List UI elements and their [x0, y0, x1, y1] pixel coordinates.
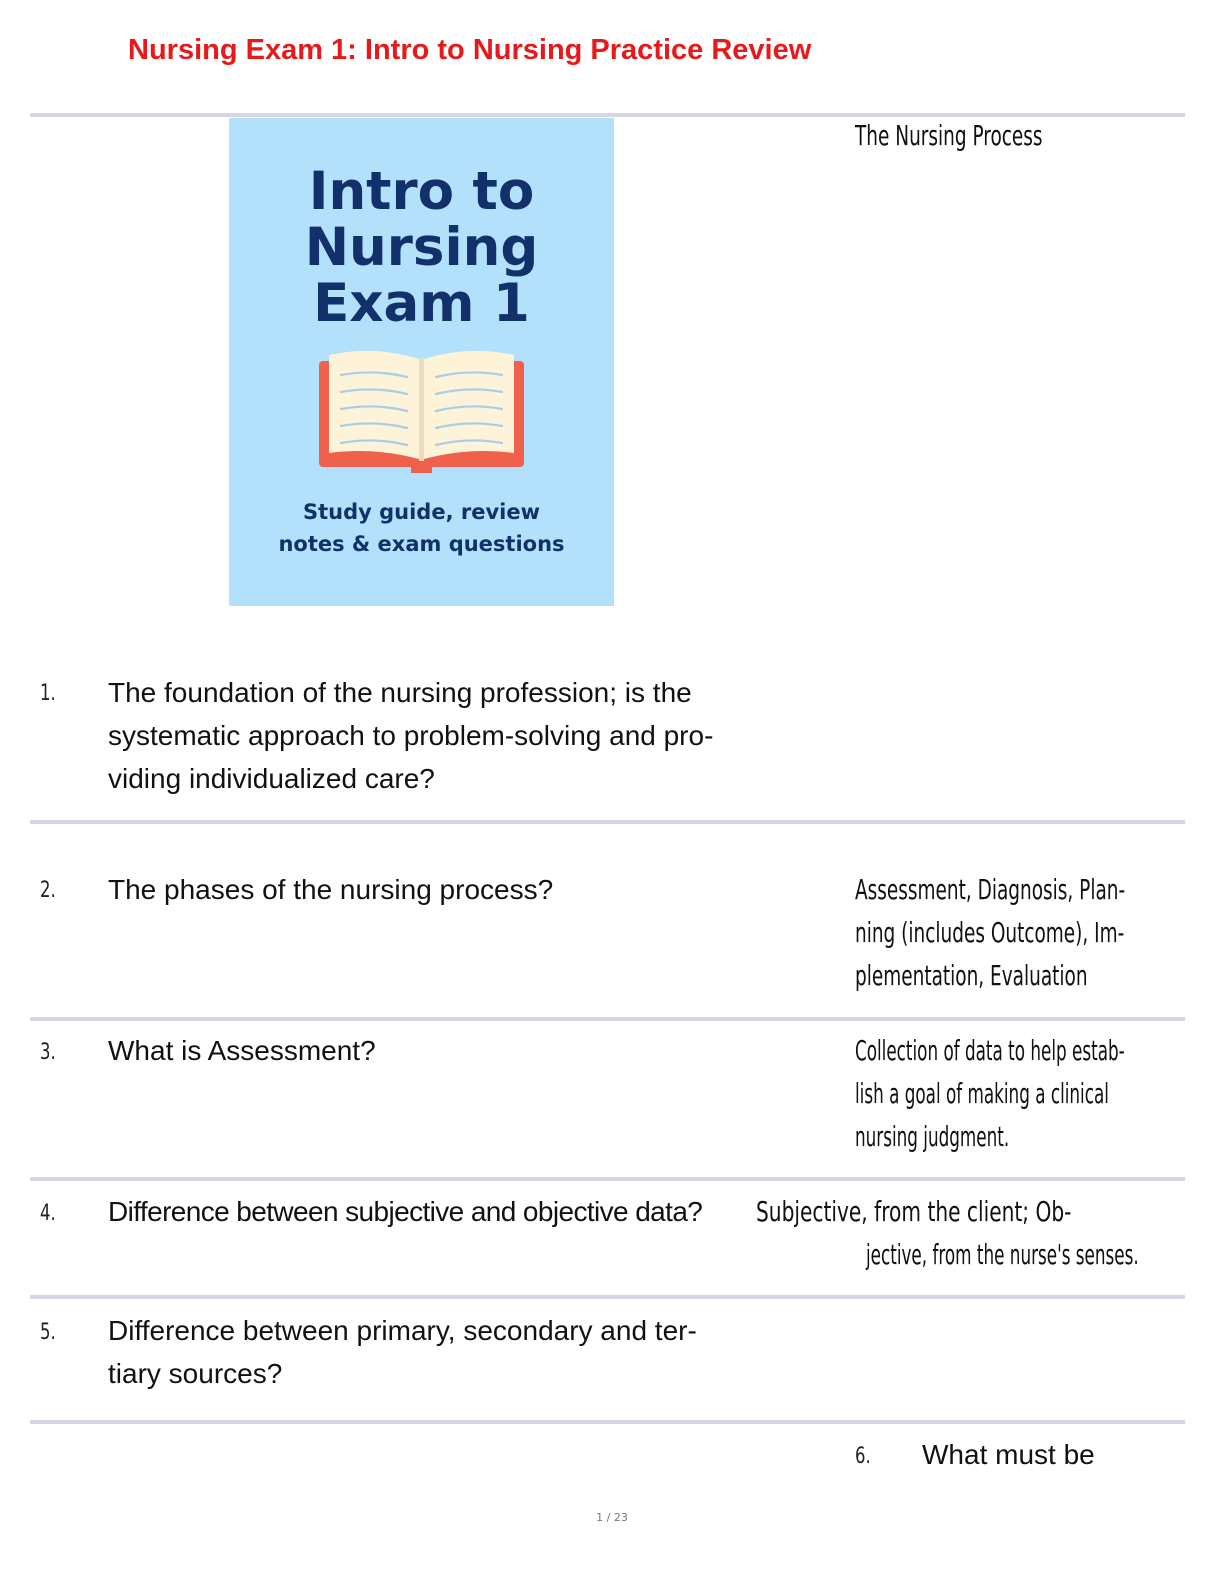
item-number: 1.: [40, 681, 56, 706]
answer-line: jective, from the nurse's senses.: [866, 1238, 1139, 1271]
answer-text-continued: [866, 1233, 1139, 1276]
question-line: systematic approach to problem-solving and pro-: [108, 720, 714, 751]
answer-text: [855, 868, 1125, 997]
answer-line: plementation, Evaluation: [855, 959, 1088, 992]
cover-title-line: Exam 1: [313, 273, 530, 334]
open-book-icon: [319, 349, 524, 473]
question-line: What is Assessment?: [108, 1035, 376, 1066]
answer-line: ning (includes Outcome), Im-: [855, 916, 1125, 949]
item-number: 2.: [40, 878, 56, 903]
question-text: [108, 1029, 808, 1072]
cover-title: [229, 161, 614, 334]
sidebar-heading: [855, 114, 1043, 157]
divider: [30, 1177, 1185, 1181]
answer-text: [855, 1029, 1125, 1158]
question-text: [108, 1309, 848, 1395]
answer-line: Assessment, Diagnosis, Plan-: [855, 873, 1126, 906]
divider: [30, 1295, 1185, 1299]
page-number: 1 / 23: [596, 1511, 628, 1524]
question-line: Difference between primary, secondary and ter-: [108, 1315, 697, 1346]
cover-title-line: Intro to: [308, 161, 535, 222]
question-line: The foundation of the nursing profession; is the: [108, 677, 692, 708]
divider: [30, 820, 1185, 824]
question-line: What must be: [922, 1439, 1095, 1470]
question-text: [922, 1433, 1182, 1476]
divider: [30, 1420, 1185, 1424]
answer-line: lish a goal of making a clinical: [855, 1077, 1109, 1110]
item-number: 5.: [40, 1320, 56, 1345]
question-line: Difference between subjective and objective data?: [108, 1196, 703, 1227]
cover-subtitle-line: notes & exam questions: [278, 532, 565, 556]
cover-subtitle-line: Study guide, review: [302, 500, 541, 524]
question-text: [108, 868, 808, 911]
cover-title-line: Nursing: [304, 217, 539, 278]
question-line: tiary sources?: [108, 1358, 283, 1389]
document-title: Nursing Exam 1: Intro to Nursing Practice Review: [128, 34, 812, 66]
question-text: [108, 1190, 758, 1233]
answer-text: [756, 1190, 1071, 1233]
item-number: 4.: [40, 1201, 56, 1226]
question-line: viding individualized care?: [108, 763, 435, 794]
divider: [30, 1017, 1185, 1021]
item-number: 3.: [40, 1040, 56, 1065]
answer-line: Collection of data to help estab-: [855, 1034, 1125, 1067]
answer-line: nursing judgment.: [855, 1120, 1010, 1153]
cover-subtitle: [229, 496, 614, 560]
cover-image: [229, 118, 614, 606]
question-text: [108, 671, 848, 800]
sidebar-heading-text: The Nursing Process: [855, 119, 1043, 152]
item-number: 6.: [855, 1444, 871, 1469]
answer-line: Subjective, from the client; Ob-: [756, 1195, 1072, 1228]
question-line: The phases of the nursing process?: [108, 874, 554, 905]
